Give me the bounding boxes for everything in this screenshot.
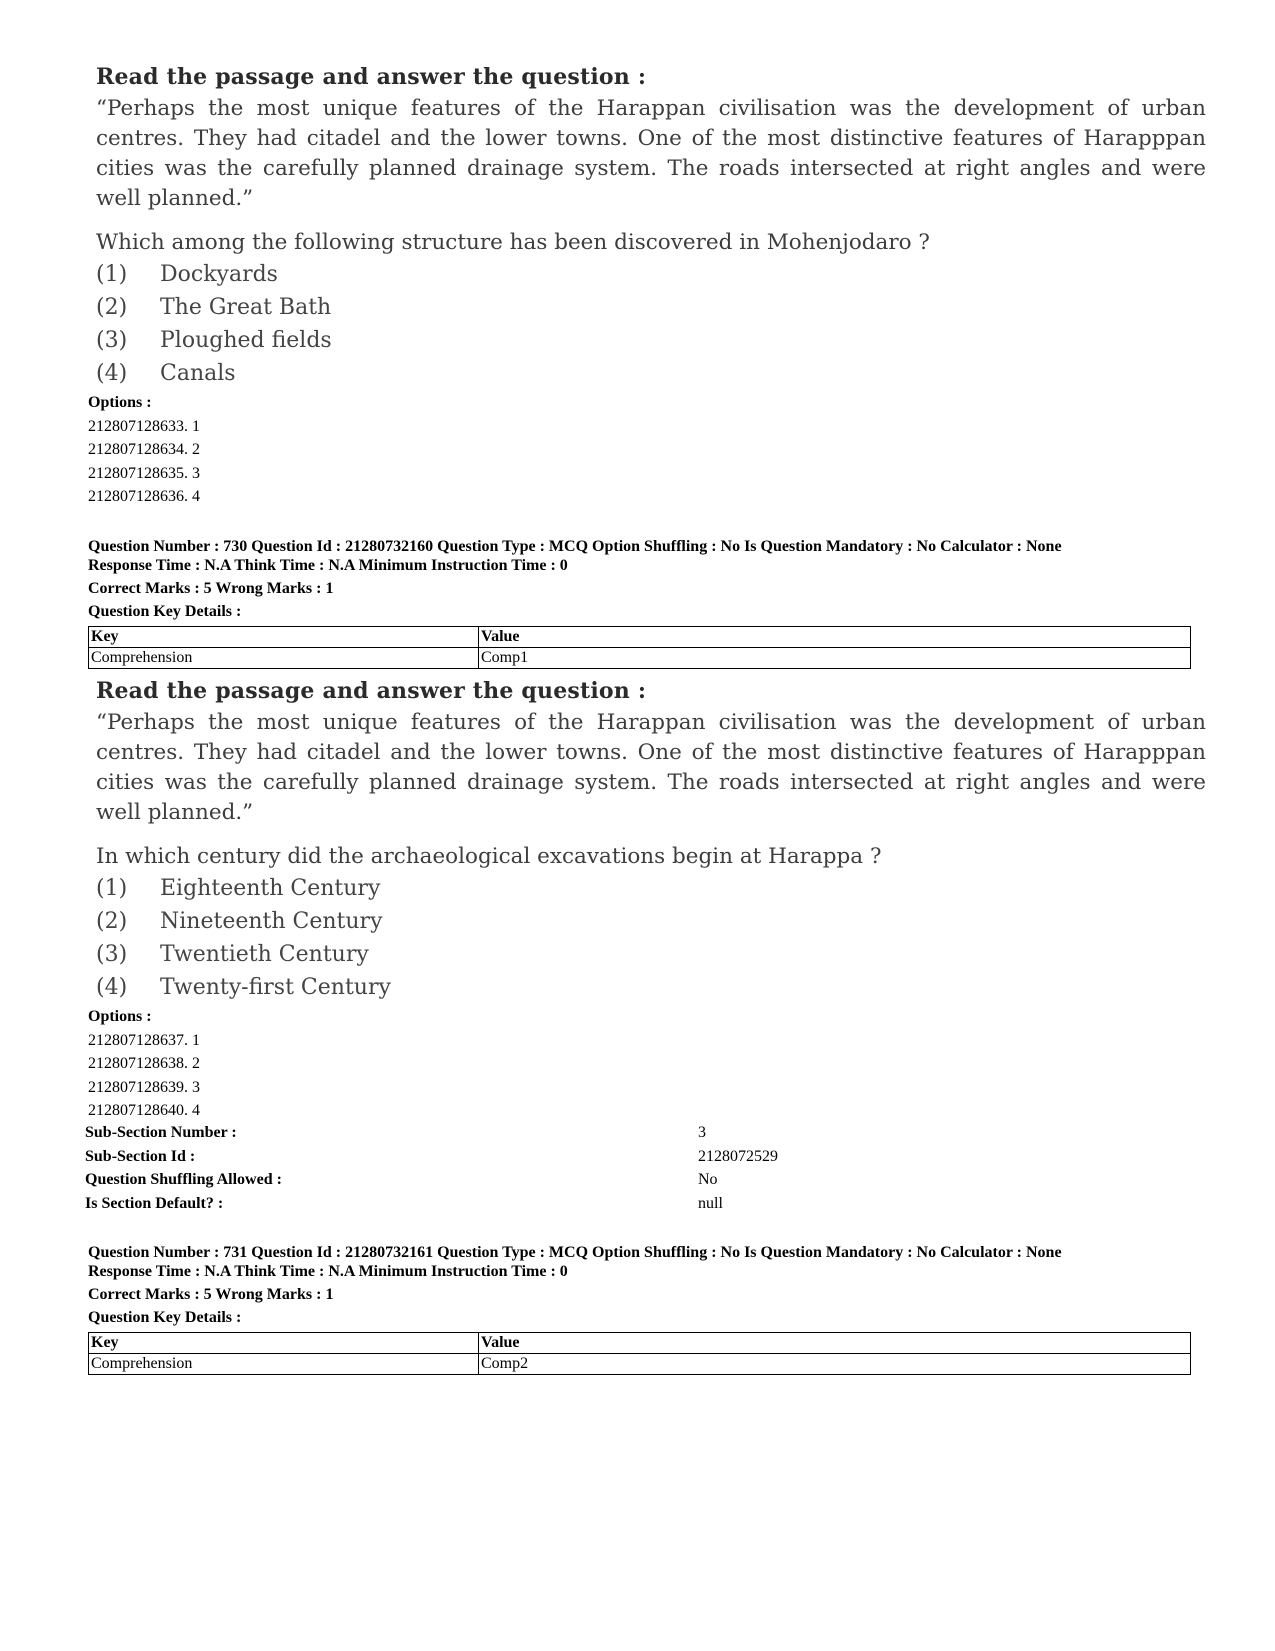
choice-1 [96,872,1206,905]
options-list-2 [88,1005,200,1123]
passage-image-1 [96,62,1206,390]
key-cell: Comprehension [89,1354,479,1375]
choice-2 [96,905,1206,938]
question-731-meta [88,1244,1062,1329]
choice-text: Canals [160,361,236,386]
subsection-row [85,1192,985,1216]
subsection-value: null [698,1194,723,1212]
question-stem: In which century did the archaeological excavations begin at Harappa ? [96,844,882,869]
subsection-value: 3 [698,1124,706,1141]
choice-number: (2) [96,295,128,320]
option-id: 212807128639. 3 [88,1078,200,1096]
option-id: 212807128634. 2 [88,441,200,458]
choice-number: (4) [96,975,128,1000]
question-timing-line: Response Time : N.A Think Time : N.A Minimum Instruction Time : 0 [88,556,568,574]
choice-4 [96,357,1206,390]
choice-number: (2) [96,909,128,934]
choice-3 [96,938,1206,971]
choice-text: Nineteenth Century [160,909,383,934]
choice-number: (3) [96,942,128,967]
subsection-row [85,1145,985,1169]
value-cell: Comp2 [479,1354,1191,1375]
choice-2 [96,291,1206,324]
choice-1 [96,258,1206,291]
question-stem: Which among the following structure has been discovered in Mohenjodaro ? [96,230,930,255]
question-730-meta [88,538,1062,623]
choice-4 [96,971,1206,1004]
subsection-label: Is Section Default? : [85,1194,224,1212]
passage-text: “Perhaps the most unique features of the Harappan civilisation was the development of urban centres. They had citadel and the lower towns. One of the most distinctive features of Harapppan cities was the carefully planned drainage system. The roads intersected at right angles and were well planned.” [96,96,1206,211]
value-cell: Comp1 [479,648,1191,669]
option-id: 212807128640. 4 [88,1102,200,1119]
marks-line: Correct Marks : 5 Wrong Marks : 1 [88,1286,334,1303]
options-label: Options : [88,1008,152,1025]
choice-text: Dockyards [160,262,278,287]
option-id: 212807128635. 3 [88,464,200,482]
passage-heading: Read the passage and answer the question : [96,678,647,704]
value-header: Value [479,1333,1191,1354]
key-header: Key [89,627,479,648]
choice-text: The Great Bath [160,295,332,320]
key-cell: Comprehension [89,648,479,669]
passage-image-2 [96,676,1206,1004]
question-key-table-731 [88,1332,1191,1375]
key-details-label: Question Key Details : [88,1309,242,1326]
question-key-table-730 [88,626,1191,669]
option-id: 212807128637. 1 [88,1031,200,1049]
choice-text: Twenty-first Century [160,975,391,1000]
option-id: 212807128633. 1 [88,417,200,435]
choice-number: (4) [96,361,128,386]
subsection-value: 2128072529 [698,1147,778,1165]
value-header: Value [479,627,1191,648]
choice-number: (1) [96,262,128,287]
options-label: Options : [88,394,152,411]
choice-3 [96,324,1206,357]
question-info-line: Question Number : 731 Question Id : 21280732161 Question Type : MCQ Option Shuffling : No Is Question Mandatory : No Calculator : None [88,1244,1062,1261]
table-row [89,648,1191,669]
key-header: Key [89,1333,479,1354]
subsection-label: Question Shuffling Allowed : [85,1171,282,1188]
question-timing-line: Response Time : N.A Think Time : N.A Minimum Instruction Time : 0 [88,1262,568,1280]
choice-number: (1) [96,876,128,901]
option-id: 212807128636. 4 [88,488,200,505]
table-header-row [89,1333,1191,1354]
options-list-1 [88,391,200,509]
choice-text: Ploughed fields [160,328,332,353]
passage-text: “Perhaps the most unique features of the Harappan civilisation was the development of urban centres. They had citadel and the lower towns. One of the most distinctive features of Harapppan cities was the carefully planned drainage system. The roads intersected at right angles and were well planned.” [96,710,1206,825]
subsection-row [85,1168,985,1192]
subsection-label: Sub-Section Id : [85,1147,196,1165]
option-id: 212807128638. 2 [88,1055,200,1072]
marks-line: Correct Marks : 5 Wrong Marks : 1 [88,580,334,597]
subsection-label: Sub-Section Number : [85,1124,237,1141]
question-info-line: Question Number : 730 Question Id : 21280732160 Question Type : MCQ Option Shuffling : No Is Question Mandatory : No Calculator : None [88,538,1062,555]
subsection-row [85,1121,985,1145]
table-row [89,1354,1191,1375]
passage-heading: Read the passage and answer the question : [96,64,647,90]
choice-text: Twentieth Century [160,942,369,967]
choice-number: (3) [96,328,128,353]
subsection-info [85,1121,985,1215]
subsection-value: No [698,1171,718,1188]
choice-text: Eighteenth Century [160,876,381,901]
table-header-row [89,627,1191,648]
key-details-label: Question Key Details : [88,603,242,620]
